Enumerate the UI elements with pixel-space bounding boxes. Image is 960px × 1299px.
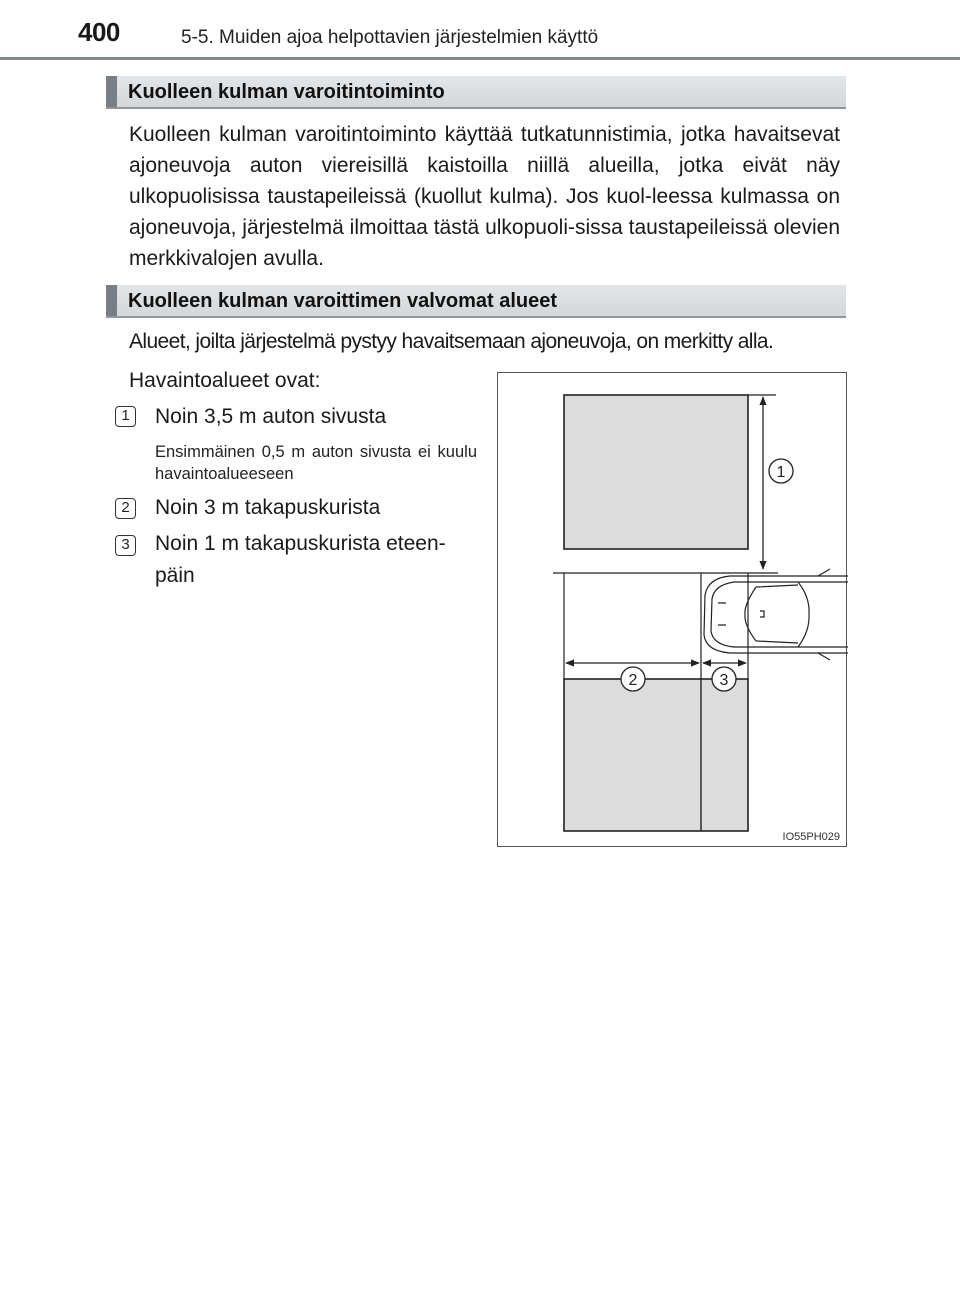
detection-areas-label: Havaintoalueet ovat: xyxy=(129,369,321,392)
figure-code: IO55PH029 xyxy=(782,831,840,843)
heading-bar xyxy=(106,76,117,107)
section-heading-warning-function xyxy=(106,76,846,109)
detection-area-diagram xyxy=(497,372,847,847)
callout-3 xyxy=(712,667,736,691)
item-note: Ensimmäinen 0,5 m auton sivusta ei kuulu havaintoalueeseen xyxy=(155,443,477,483)
section-heading-text: Kuolleen kulman varoitintoiminto xyxy=(128,81,445,103)
section-heading-text: Kuolleen kulman varoittimen valvomat alueet xyxy=(128,290,558,312)
diagram-svg xyxy=(498,373,848,848)
side-detection-area xyxy=(564,395,748,549)
header-rule xyxy=(0,57,960,60)
item-number-badge: 3 xyxy=(115,535,136,556)
item-number-badge: 1 xyxy=(115,406,136,427)
item-text-continued: päin xyxy=(155,564,195,587)
rear-detection-area xyxy=(564,679,748,831)
page-number: 400 xyxy=(78,17,120,47)
item-text: Noin 3,5 m auton sivusta xyxy=(155,405,387,428)
item-number-badge: 2 xyxy=(115,498,136,519)
car-top-view xyxy=(704,569,848,660)
svg-text:2: 2 xyxy=(628,672,638,689)
item-text: Noin 3 m takapuskurista xyxy=(155,496,381,519)
callout-2 xyxy=(621,667,645,691)
heading-bar xyxy=(106,285,117,316)
chapter-title: 5-5. Muiden ajoa helpottavien järjestelmien käyttö xyxy=(181,27,599,48)
section-heading-monitored-areas xyxy=(106,285,846,318)
callout-1 xyxy=(769,459,793,483)
svg-text:1: 1 xyxy=(776,464,786,481)
svg-text:3: 3 xyxy=(719,672,729,689)
monitored-areas-intro: Alueet, joilta järjestelmä pystyy havaitsemaan ajoneuvoja, on merkitty alla. xyxy=(129,330,774,353)
warning-function-paragraph: Kuolleen kulman varoitintoiminto käyttää tutkatunnistimia, jotka havaitsevat ajoneuvoja auton viereisillä kaistoilla niillä alueilla, jotka eivät näy ulkopuolisissa taustapeileissä (kuollut kulma). Jos kuol-leessa kulmassa on ajoneuvoja, järjestelmä ilmoittaa tästä ulkopuoli-sissa taustapeileissä olevien merkkivalojen avulla. xyxy=(129,123,840,270)
item-text: Noin 1 m takapuskurista eteen- xyxy=(155,532,446,555)
